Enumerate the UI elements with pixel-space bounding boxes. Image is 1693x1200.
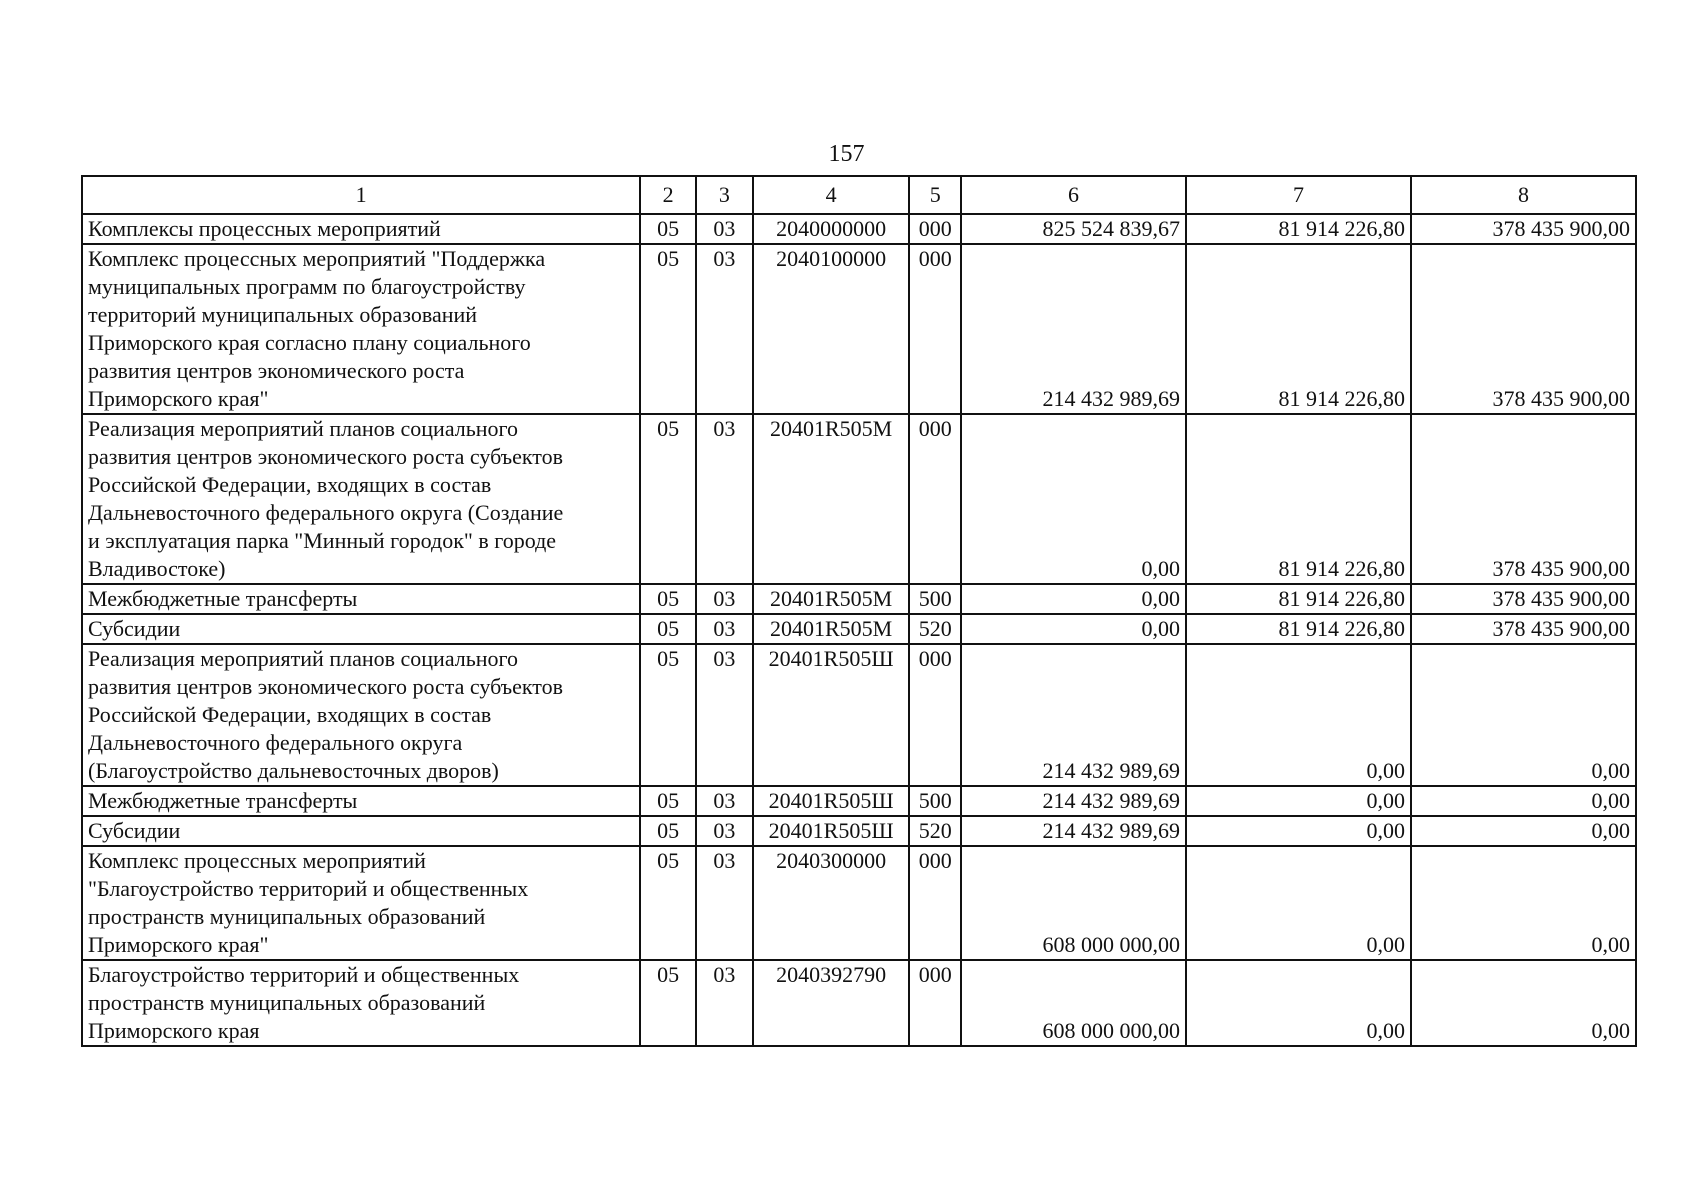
row-name-cell (82, 584, 640, 614)
section-code-cell: 05 (640, 786, 696, 816)
amount-col6-cell: 214 432 989,69 (961, 786, 1186, 816)
amount-col7-cell: 0,00 (1186, 816, 1411, 846)
target-article-cell: 20401R505M (753, 414, 910, 584)
expense-type-cell: 520 (909, 614, 961, 644)
amount-col7-cell: 81 914 226,80 (1186, 584, 1411, 614)
column-header-2: 2 (640, 176, 696, 214)
subsection-code-cell: 03 (696, 644, 753, 786)
table-row (82, 614, 1636, 644)
amount-col6-cell: 608 000 000,00 (961, 846, 1186, 960)
amount-col6-cell: 825 524 839,67 (961, 214, 1186, 244)
column-header-1: 1 (82, 176, 640, 214)
column-number-header-row (82, 176, 1636, 214)
target-article-cell: 2040392790 (753, 960, 910, 1046)
subsection-code-cell: 03 (696, 614, 753, 644)
page-number: 157 (828, 141, 865, 167)
target-article-cell: 20401R505M (753, 614, 910, 644)
amount-col8-cell: 378 435 900,00 (1411, 584, 1636, 614)
row-name-text: Субсидии (88, 616, 181, 641)
amount-col7-cell: 81 914 226,80 (1186, 214, 1411, 244)
amount-col8-cell: 378 435 900,00 (1411, 614, 1636, 644)
table-row (82, 846, 1636, 960)
expense-type-cell: 500 (909, 786, 961, 816)
section-code-cell: 05 (640, 414, 696, 584)
amount-col8-cell: 0,00 (1411, 816, 1636, 846)
section-code-cell: 05 (640, 816, 696, 846)
subsection-code-cell: 03 (696, 816, 753, 846)
section-code-cell: 05 (640, 846, 696, 960)
subsection-code-cell: 03 (696, 786, 753, 816)
target-article-cell: 20401R505Ш (753, 816, 910, 846)
amount-col8-cell: 378 435 900,00 (1411, 414, 1636, 584)
table-row (82, 960, 1636, 1046)
amount-col6-cell: 0,00 (961, 414, 1186, 584)
amount-col7-cell: 81 914 226,80 (1186, 414, 1411, 584)
amount-col8-cell: 0,00 (1411, 846, 1636, 960)
section-code-cell: 05 (640, 244, 696, 414)
amount-col6-cell: 608 000 000,00 (961, 960, 1186, 1046)
row-name-text: Межбюджетные трансферты (88, 586, 358, 611)
amount-col7-cell: 0,00 (1186, 644, 1411, 786)
row-name-cell (82, 786, 640, 816)
row-name-text: Комплекс процессных мероприятий "Благоустройство территорий и общественных пространств муниципальных образований Приморского края" (88, 848, 529, 957)
expense-type-cell: 000 (909, 960, 961, 1046)
row-name-cell (82, 414, 640, 584)
expense-type-cell: 500 (909, 584, 961, 614)
row-name-text: Комплекс процессных мероприятий "Поддержка муниципальных программ по благоустройству территорий муниципальных образований Приморского края согласно плану социального развития центров экономического роста Приморского края" (88, 246, 546, 411)
target-article-cell: 20401R505Ш (753, 786, 910, 816)
row-name-cell (82, 644, 640, 786)
subsection-code-cell: 03 (696, 414, 753, 584)
section-code-cell: 05 (640, 614, 696, 644)
row-name-text: Благоустройство территорий и общественных пространств муниципальных образований Приморского края (88, 962, 520, 1043)
column-header-5: 5 (909, 176, 961, 214)
target-article-cell: 2040000000 (753, 214, 910, 244)
subsection-code-cell: 03 (696, 846, 753, 960)
column-header-3: 3 (696, 176, 753, 214)
amount-col6-cell: 214 432 989,69 (961, 644, 1186, 786)
table-row (82, 214, 1636, 244)
amount-col8-cell: 0,00 (1411, 786, 1636, 816)
amount-col7-cell: 81 914 226,80 (1186, 614, 1411, 644)
amount-col8-cell: 378 435 900,00 (1411, 244, 1636, 414)
row-name-cell (82, 960, 640, 1046)
amount-col8-cell: 0,00 (1411, 960, 1636, 1046)
amount-col7-cell: 0,00 (1186, 786, 1411, 816)
table-row (82, 244, 1636, 414)
amount-col6-cell: 0,00 (961, 614, 1186, 644)
row-name-cell (82, 846, 640, 960)
row-name-text: Реализация мероприятий планов социального развития центров экономического роста субъектов Российской Федерации, входящих в состав Дальневосточного федерального округа (Благоустройство дальневосточных дворов) (88, 646, 563, 783)
table-row (82, 644, 1636, 786)
row-name-text: Комплексы процессных мероприятий (88, 216, 441, 241)
amount-col7-cell: 0,00 (1186, 960, 1411, 1046)
expense-type-cell: 520 (909, 816, 961, 846)
subsection-code-cell: 03 (696, 960, 753, 1046)
row-name-cell (82, 214, 640, 244)
amount-col7-cell: 81 914 226,80 (1186, 244, 1411, 414)
column-header-7: 7 (1186, 176, 1411, 214)
subsection-code-cell: 03 (696, 244, 753, 414)
row-name-cell (82, 614, 640, 644)
amount-col8-cell: 0,00 (1411, 644, 1636, 786)
table-row (82, 414, 1636, 584)
column-header-4: 4 (753, 176, 910, 214)
table-row (82, 786, 1636, 816)
target-article-cell: 20401R505Ш (753, 644, 910, 786)
section-code-cell: 05 (640, 584, 696, 614)
section-code-cell: 05 (640, 214, 696, 244)
amount-col7-cell: 0,00 (1186, 846, 1411, 960)
expense-type-cell: 000 (909, 244, 961, 414)
subsection-code-cell: 03 (696, 214, 753, 244)
target-article-cell: 20401R505M (753, 584, 910, 614)
expense-type-cell: 000 (909, 414, 961, 584)
table-row (82, 816, 1636, 846)
row-name-text: Межбюджетные трансферты (88, 788, 358, 813)
row-name-cell (82, 816, 640, 846)
table-row (82, 584, 1636, 614)
column-header-8: 8 (1411, 176, 1636, 214)
section-code-cell: 05 (640, 644, 696, 786)
row-name-text: Реализация мероприятий планов социального развития центров экономического роста субъектов Российской Федерации, входящих в состав Дальневосточного федерального округа (Создание и эксплуатация парка "Минный городок" в городе Владивостоке) (88, 416, 564, 581)
section-code-cell: 05 (640, 960, 696, 1046)
amount-col6-cell: 214 432 989,69 (961, 816, 1186, 846)
amount-col6-cell: 0,00 (961, 584, 1186, 614)
amount-col6-cell: 214 432 989,69 (961, 244, 1186, 414)
target-article-cell: 2040100000 (753, 244, 910, 414)
expense-type-cell: 000 (909, 846, 961, 960)
target-article-cell: 2040300000 (753, 846, 910, 960)
expense-type-cell: 000 (909, 644, 961, 786)
column-header-6: 6 (961, 176, 1186, 214)
budget-table (81, 175, 1637, 1047)
row-name-cell (82, 244, 640, 414)
amount-col8-cell: 378 435 900,00 (1411, 214, 1636, 244)
expense-type-cell: 000 (909, 214, 961, 244)
subsection-code-cell: 03 (696, 584, 753, 614)
row-name-text: Субсидии (88, 818, 181, 843)
